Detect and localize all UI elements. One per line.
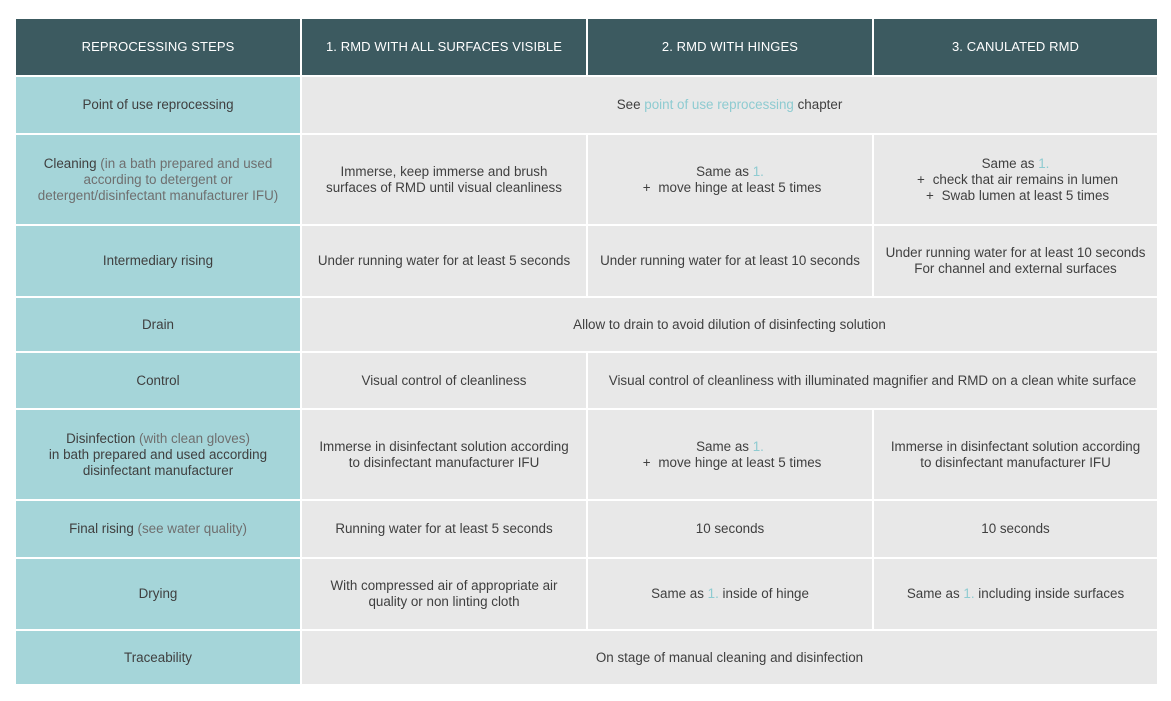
ref-link[interactable]: 1. bbox=[1038, 155, 1050, 171]
step-disinfection bbox=[16, 410, 300, 499]
ref-link[interactable]: 1. bbox=[963, 586, 975, 601]
step-disinfection-note: (with clean gloves) bbox=[135, 430, 250, 446]
control-hinges-canulated: Visual control of cleanliness with illuminated magnifier and RMD on a clean white surface bbox=[588, 353, 1157, 408]
same-as-text: Same as bbox=[906, 586, 964, 601]
cell-text: inside of hinge bbox=[718, 586, 809, 601]
table-row bbox=[16, 226, 1157, 296]
cell-text: Under running water for at least 10 seconds bbox=[885, 245, 1146, 260]
step-disinfection-label: in bath prepared and used according bbox=[48, 446, 268, 462]
cell-text: With compressed air of appropriate air bbox=[330, 578, 558, 593]
header-hinges: 2. RMD WITH HINGES bbox=[588, 19, 872, 75]
step-cleaning bbox=[16, 135, 300, 224]
table-row bbox=[16, 410, 1157, 499]
step-final-rising-label: Final rising bbox=[69, 521, 134, 536]
disinfection-hinges bbox=[588, 410, 872, 499]
cell-text: quality or non linting cloth bbox=[368, 594, 520, 609]
cell-text: to disinfectant manufacturer IFU bbox=[348, 454, 540, 470]
final-rising-hinges: 10 seconds bbox=[588, 501, 872, 557]
same-as-text: Same as bbox=[981, 155, 1039, 171]
header-canulated: 3. CANULATED RMD bbox=[874, 19, 1157, 75]
table-row bbox=[16, 501, 1157, 557]
final-rising-all-surfaces: Running water for at least 5 seconds bbox=[302, 501, 586, 557]
step-cleaning-note: (in a bath prepared and used bbox=[96, 155, 273, 171]
header-steps: REPROCESSING STEPS bbox=[16, 19, 300, 75]
step-disinfection-label: Disinfection bbox=[66, 430, 136, 446]
step-cleaning-note: detergent/disinfectant manufacturer IFU) bbox=[37, 187, 279, 203]
cell-text: Swab lumen at least 5 times bbox=[941, 187, 1110, 203]
step-drain: Drain bbox=[16, 298, 300, 351]
step-point-of-use: Point of use reprocessing bbox=[16, 77, 300, 133]
ref-link[interactable]: 1. bbox=[752, 438, 764, 454]
cell-text: move hinge at least 5 times bbox=[658, 454, 822, 470]
traceability-cell: On stage of manual cleaning and disinfection bbox=[302, 631, 1157, 684]
header-all-surfaces: 1. RMD WITH ALL SURFACES VISIBLE bbox=[302, 19, 586, 75]
ref-link[interactable]: 1. bbox=[707, 586, 719, 601]
cell-text: For channel and external surfaces bbox=[914, 261, 1117, 276]
step-cleaning-label: Cleaning bbox=[43, 155, 97, 171]
cell-text: Immerse, keep immerse and brush bbox=[340, 163, 548, 179]
control-all-surfaces: Visual control of cleanliness bbox=[302, 353, 586, 408]
table-row bbox=[16, 77, 1157, 133]
cell-text: move hinge at least 5 times bbox=[658, 179, 822, 195]
same-as-text: Same as bbox=[651, 586, 708, 601]
intermediary-all-surfaces: Under running water for at least 5 seconds bbox=[302, 226, 586, 296]
cell-text: Immerse in disinfectant solution according bbox=[890, 438, 1141, 454]
disinfection-canulated bbox=[874, 410, 1157, 499]
drain-cell: Allow to drain to avoid dilution of disinfecting solution bbox=[302, 298, 1157, 351]
step-final-rising bbox=[16, 501, 300, 557]
drying-all-surfaces bbox=[302, 559, 586, 629]
plus-icon: + bbox=[642, 179, 651, 195]
table-row bbox=[16, 135, 1157, 224]
table-row bbox=[16, 298, 1157, 351]
step-cleaning-note: according to detergent or bbox=[83, 171, 233, 187]
cell-text: to disinfectant manufacturer IFU bbox=[920, 454, 1111, 470]
table-row bbox=[16, 631, 1157, 684]
cell-text: Immerse in disinfectant solution according bbox=[319, 438, 569, 454]
header-row bbox=[16, 19, 1157, 75]
cell-text: surfaces of RMD until visual cleanliness bbox=[326, 179, 562, 195]
point-of-use-link[interactable]: point of use reprocessing bbox=[644, 97, 794, 112]
intermediary-hinges: Under running water for at least 10 seconds bbox=[588, 226, 872, 296]
drying-canulated bbox=[874, 559, 1157, 629]
disinfection-all-surfaces bbox=[302, 410, 586, 499]
see-text: See bbox=[616, 97, 645, 112]
ref-link[interactable]: 1. bbox=[752, 163, 764, 179]
intermediary-canulated bbox=[874, 226, 1157, 296]
same-as-text: Same as bbox=[696, 163, 753, 179]
final-rising-canulated: 10 seconds bbox=[874, 501, 1157, 557]
step-traceability: Traceability bbox=[16, 631, 300, 684]
reprocessing-table bbox=[14, 17, 1159, 686]
step-disinfection-label: disinfectant manufacturer bbox=[82, 462, 234, 478]
table-row bbox=[16, 559, 1157, 629]
step-control: Control bbox=[16, 353, 300, 408]
table-row bbox=[16, 353, 1157, 408]
plus-icon: + bbox=[917, 171, 925, 187]
drying-hinges bbox=[588, 559, 872, 629]
step-drying: Drying bbox=[16, 559, 300, 629]
cleaning-all-surfaces bbox=[302, 135, 586, 224]
chapter-text: chapter bbox=[793, 97, 843, 112]
same-as-text: Same as bbox=[696, 438, 753, 454]
step-final-rising-note: (see water quality) bbox=[133, 521, 247, 536]
step-intermediary: Intermediary rising bbox=[16, 226, 300, 296]
cell-text: including inside surfaces bbox=[974, 586, 1125, 601]
plus-icon: + bbox=[925, 187, 934, 203]
cell-text: check that air remains in lumen bbox=[932, 171, 1119, 187]
point-of-use-cell bbox=[302, 77, 1157, 133]
cleaning-hinges bbox=[588, 135, 872, 224]
cleaning-canulated bbox=[874, 135, 1157, 224]
plus-icon: + bbox=[642, 454, 651, 470]
